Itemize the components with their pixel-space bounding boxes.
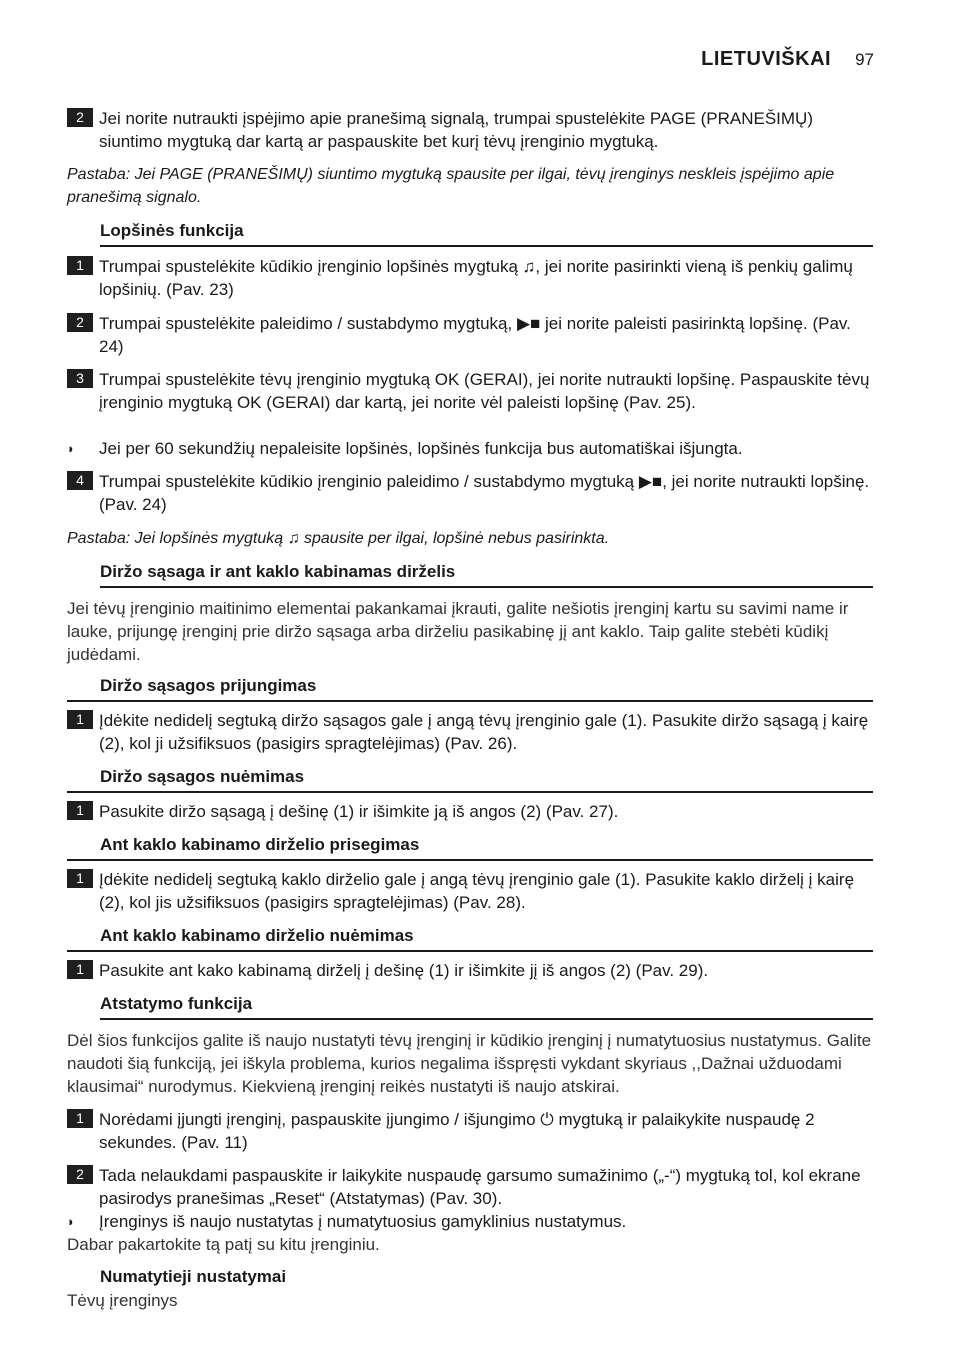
step-number: 1 (67, 710, 93, 729)
subheading-defaults: Numatytieji nustatymai (100, 1267, 287, 1286)
play-stop-icon: ▶■ (516, 314, 541, 333)
step-text: Trumpai spustelėkite kūdikio įrenginio paleidimo / sustabdymo mygtuką (99, 472, 639, 491)
bullet-text: Įrenginys iš naujo nustatytas į numatytuosius gamyklinius nustatymus. (99, 1212, 627, 1231)
step-number: 1 (67, 801, 93, 820)
subheading-belt-attach: Diržo sąsagos prijungimas (100, 676, 317, 695)
step-text: Įdėkite nedidelį segtuką kaklo dirželio gale į angą tėvų įrenginio gale (1). Pasukite kaklo dirželį į kairę (2), kol jis užsifiksuos (pasigirs spragtelėjimas) (Pav. 28). (99, 870, 855, 912)
section-heading-belt: Diržo sąsaga ir ant kaklo kabinamas dirželis (100, 562, 456, 581)
belt-remove-step-1 (67, 800, 873, 823)
step-text-cont: , jei norite nutraukti lopšinę. (Pav. 24) (99, 472, 870, 514)
reset-result-bullet (67, 1210, 873, 1233)
section-divider (100, 1018, 873, 1020)
belt-intro-paragraph: Jei tėvų įrenginio maitinimo elementai pakankamai įkrauti, galite nešiotis įrenginį kartu su savimi name ir lauke, prijungę įrenginį prie diržo sąsaga arba dirželiu pasikabinę jį ant kaklo. Taip galite stebėti kūdikį judėdami. (67, 599, 849, 664)
section-divider (67, 859, 873, 861)
lullaby-step-3 (67, 368, 873, 414)
note-lullaby: Pastaba: Jei lopšinės mygtuką ♫ spausite per ilgai, lopšinė nebus pasirinkta. (67, 527, 873, 550)
section-divider (100, 245, 873, 247)
lullaby-step-4 (67, 470, 873, 516)
page-header (701, 48, 874, 71)
step-number: 1 (67, 1109, 93, 1128)
step-number: 2 (67, 313, 93, 332)
neck-attach-step-1 (67, 868, 873, 914)
bullet-text: Jei per 60 sekundžių nepaleisite lopšinės, lopšinės funkcija bus automatiškai išjungta. (99, 439, 743, 458)
step-text: Tada nelaukdami paspauskite ir laikykite nuspaudę garsumo sumažinimo („-“) mygtuką tol, kol ekrane pasirodys pranešimas „Reset“ (Atstatymas) (Pav. 30). (99, 1166, 861, 1208)
step-text: Trumpai spustelėkite tėvų įrenginio mygtuką OK (GERAI), jei norite nutraukti lopšinę. Paspauskite tėvų įrenginio mygtuką OK (GERAI) dar kartą, jei norite vėl paleisti lopšinę (Pav. 25). (99, 370, 870, 412)
step-number: 2 (67, 108, 93, 127)
step-text: Jei norite nutraukti įspėjimo apie pranešimą signalą, trumpai spustelėkite PAGE (PRANEŠIMŲ) siuntimo mygtuką dar kartą ar paspauskite bet kurį tėvų įrenginio mygtuką. (99, 109, 813, 151)
bullet-icon: ◗ (67, 1214, 75, 1229)
step-number: 1 (67, 256, 93, 275)
music-note-icon: ♫ (522, 257, 536, 276)
defaults-subtitle: Tėvų įrenginys (67, 1291, 178, 1310)
step-number: 4 (67, 471, 93, 490)
language-label: LIETUVIŠKAI (701, 48, 832, 70)
section-heading-lullaby: Lopšinės funkcija (100, 221, 244, 240)
music-note-icon: ♫ (287, 530, 300, 547)
step-number: 3 (67, 369, 93, 388)
reset-step-2 (67, 1164, 873, 1210)
step-text-cont: mygtuką ir palaikykite nuspaudę 2 sekundes. (Pav. 11) (99, 1110, 815, 1152)
page-number: 97 (855, 50, 874, 69)
belt-attach-step-1 (67, 709, 873, 755)
step-text-cont: , jei norite pasirinkti vieną iš penkių galimų lopšinių. (Pav. 23) (99, 257, 853, 299)
bullet-icon: ◗ (67, 441, 75, 456)
power-icon: ⏻ (540, 1110, 554, 1129)
subheading-neck-remove: Ant kaklo kabinamo dirželio nuėmimas (100, 926, 414, 945)
reset-after-text: Dabar pakartokite tą patį su kitu įrenginiu. (67, 1235, 380, 1254)
step-text: Norėdami įjungti įrenginį, paspauskite įjungimo / išjungimo (99, 1110, 541, 1129)
subheading-neck-attach: Ant kaklo kabinamo dirželio prisegimas (100, 835, 420, 854)
step-text-cont: jei norite paleisti pasirinktą lopšinę. (Pav. 24) (99, 314, 851, 356)
step-number: 1 (67, 869, 93, 888)
section-heading-reset: Atstatymo funkcija (100, 994, 253, 1013)
lullaby-step-1 (67, 255, 873, 301)
step-text: Trumpai spustelėkite paleidimo / sustabdymo mygtuką, (99, 314, 517, 333)
step-text: Pasukite ant kako kabinamą dirželį į dešinę (1) ir išimkite jį iš angos (2) (Pav. 29). (99, 961, 709, 980)
intro-step (67, 107, 873, 153)
step-text: Trumpai spustelėkite kūdikio įrenginio lopšinės mygtuką (99, 257, 523, 276)
step-number: 1 (67, 960, 93, 979)
neck-remove-step-1 (67, 959, 873, 982)
subheading-belt-remove: Diržo sąsagos nuėmimas (100, 767, 305, 786)
section-divider (67, 950, 873, 952)
reset-intro-paragraph: Dėl šios funkcijos galite iš naujo nustatyti tėvų įrenginį ir kūdikio įrenginį į numatytuosius nustatymus. Galite naudoti šią funkciją, jei iškyla problema, kurios negalima išspręsti vykdant skyriaus ,,Dažnai užduodami klausimai“ nurodymus. Kiekvieną įrenginį reikės nustatyti iš naujo atskirai. (67, 1031, 872, 1096)
step-text: Įdėkite nedidelį segtuką diržo sąsagos gale į angą tėvų įrenginio gale (1). Pasukite diržo sąsagą į kairę (2), kol ji užsifiksuos (pasigirs spragtelėjimas) (Pav. 26). (99, 711, 869, 753)
section-divider (67, 791, 873, 793)
section-divider (100, 586, 873, 588)
lullaby-step-2 (67, 312, 873, 358)
step-text: Pasukite diržo sąsagą į dešinę (1) ir išimkite ją iš angos (2) (Pav. 27). (99, 802, 619, 821)
play-stop-icon: ▶■ (638, 472, 663, 491)
section-divider (67, 700, 873, 702)
reset-step-1 (67, 1108, 873, 1154)
step-number: 2 (67, 1165, 93, 1184)
lullaby-result-bullet (67, 437, 873, 460)
note-page-button: Pastaba: Jei PAGE (PRANEŠIMŲ) siuntimo mygtuką spausite per ilgai, tėvų įrenginys neskleis įspėjimo apie pranešimą signalo. (67, 166, 835, 206)
